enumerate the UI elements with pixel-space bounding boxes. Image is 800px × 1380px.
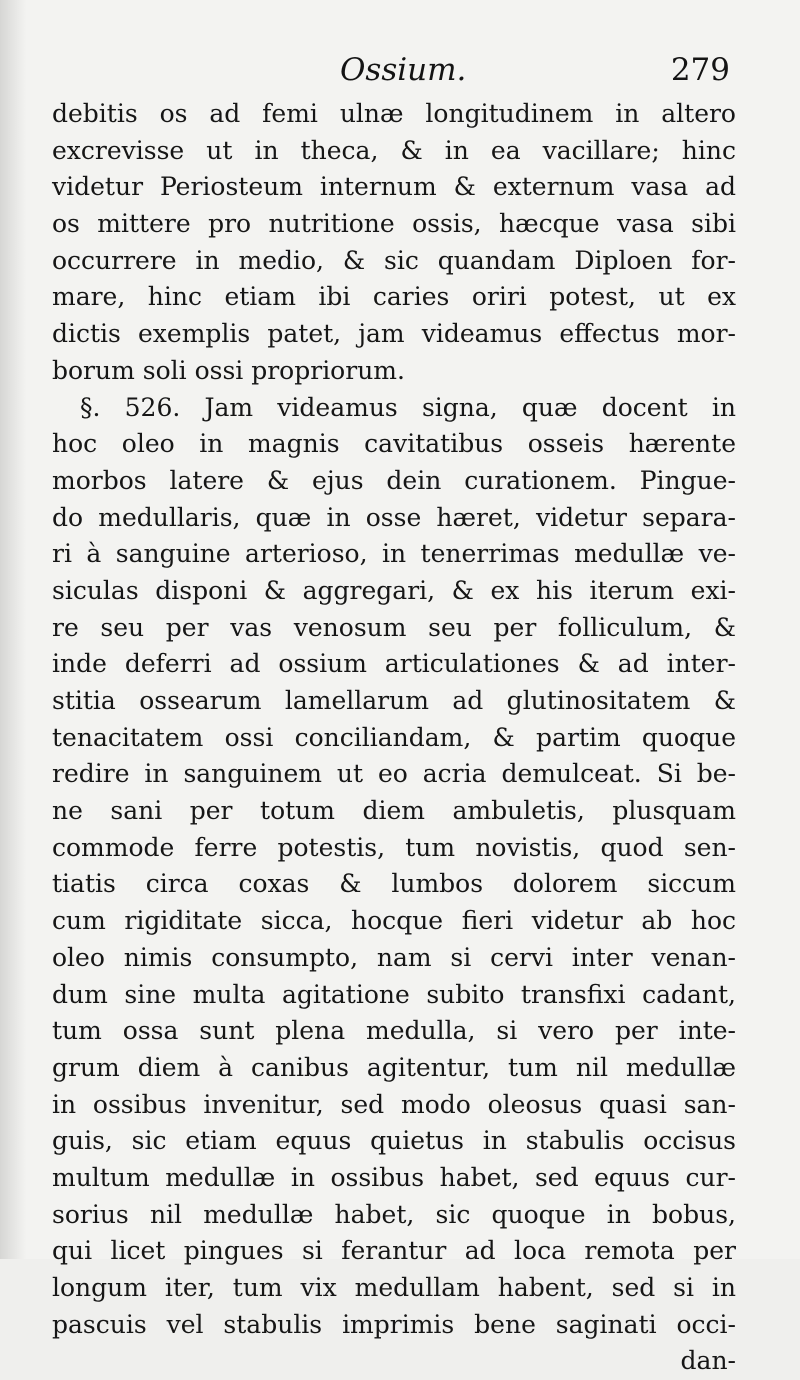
text-line: dictis exemplis patet, jam videamus effectus mor- xyxy=(52,319,736,349)
text-line: tiatis circa coxas & lumbos dolorem siccum xyxy=(52,869,736,899)
text-line: commode ferre potestis, tum novistis, quod sen- xyxy=(52,832,736,862)
text-line: dum sine multa agitatione subito transfixi cadant, xyxy=(52,979,736,1009)
text-line: tenacitatem ossi conciliandam, & partim quoque xyxy=(52,722,736,752)
text-line: mare, hinc etiam ibi caries oriri potest, ut ex xyxy=(52,282,736,312)
text-line: os mittere pro nutritione ossis, hæcque vasa sibi xyxy=(52,209,736,239)
text-line: guis, sic etiam equus quietus in stabulis occisus xyxy=(52,1126,736,1156)
text-line: pascuis vel stabulis imprimis bene saginati occi- xyxy=(52,1309,736,1339)
text-line: borum soli ossi propriorum. xyxy=(52,355,405,385)
text-line: in ossibus invenitur, sed modo oleosus quasi san- xyxy=(52,1089,736,1119)
text-line: morbos latere & ejus dein curationem. Pingue- xyxy=(52,465,736,495)
text-line: ne sani per totum diem ambuletis, plusquam xyxy=(52,796,736,826)
text-line: hoc oleo in magnis cavitatibus osseis hærente xyxy=(52,429,736,459)
paragraph-start-line: §. 526. Jam videamus signa, quæ docent in xyxy=(80,392,736,422)
page-header xyxy=(340,52,730,94)
running-head: Ossium. xyxy=(340,52,467,88)
text-line: tum ossa sunt plena medulla, si vero per inte- xyxy=(52,1016,736,1046)
text-line: multum medullæ in ossibus habet, sed equus cur- xyxy=(52,1162,736,1192)
catchword: dan- xyxy=(680,1346,736,1376)
text-line: longum iter, tum vix medullam habent, sed si in xyxy=(52,1273,736,1302)
page-gutter-shadow xyxy=(0,0,26,1259)
text-line: re seu per vas venosum seu per folliculum, & xyxy=(52,612,736,642)
text-line: excrevisse ut in theca, & in ea vacillare; hinc xyxy=(52,135,736,165)
text-line: cum rigiditate sicca, hocque fieri videtur ab hoc xyxy=(52,906,736,936)
text-line: debitis os ad femi ulnæ longitudinem in altero xyxy=(52,99,736,128)
text-line: oleo nimis consumpto, nam si cervi inter venan- xyxy=(52,942,736,972)
text-line: stitia ossearum lamellarum ad glutinositatem & xyxy=(52,686,736,715)
body-text xyxy=(52,96,736,1380)
text-line: sorius nil medullæ habet, sic quoque in bobus, xyxy=(52,1199,736,1229)
text-line: occurrere in medio, & sic quandam Diploen for- xyxy=(52,245,736,275)
text-line: siculas disponi & aggregari, & ex his iterum exi- xyxy=(52,575,736,605)
text-line: videtur Periosteum internum & externum vasa ad xyxy=(52,172,736,202)
text-line: qui licet pingues si ferantur ad loca remota per xyxy=(52,1236,736,1266)
text-line: redire in sanguinem ut eo acria demulceat. Si be- xyxy=(52,759,736,789)
text-line: ri à sanguine arterioso, in tenerrimas medullæ ve- xyxy=(52,539,736,569)
page-number: 279 xyxy=(670,52,730,88)
text-line: inde deferri ad ossium articulationes & ad inter- xyxy=(52,649,736,679)
text-line: grum diem à canibus agitentur, tum nil medullæ xyxy=(52,1052,736,1082)
text-line: do medullaris, quæ in osse hæret, videtur separa- xyxy=(52,502,736,532)
